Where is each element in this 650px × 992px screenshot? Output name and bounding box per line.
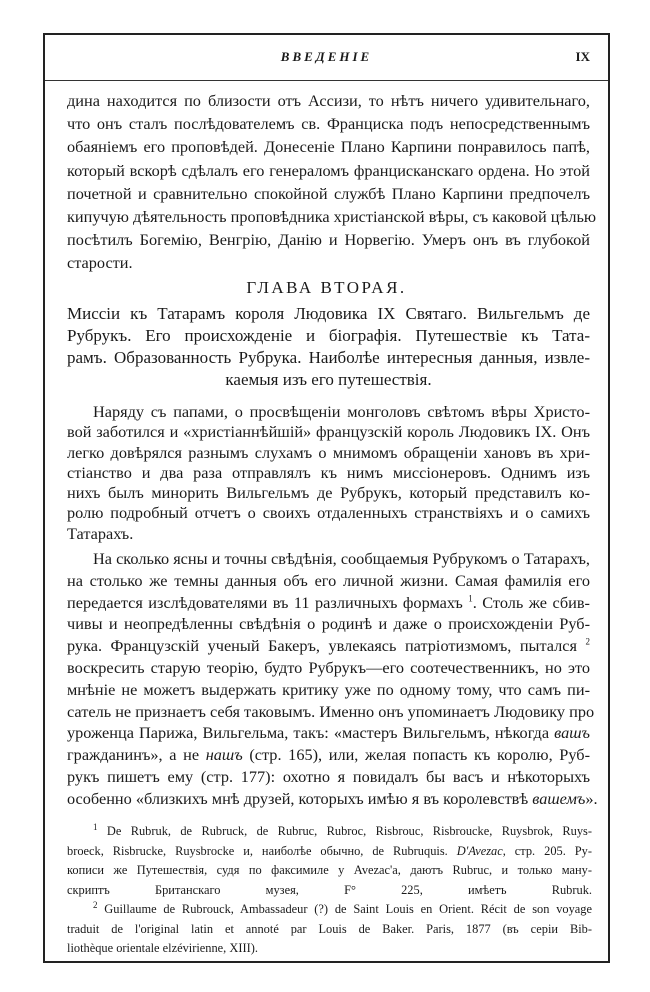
- footnote-line: [67, 842, 592, 862]
- chapter-summary: [67, 303, 590, 391]
- italic-text: вашъ: [554, 723, 590, 743]
- text-line: кипучую дѣятельность проповѣдника христіанской вѣры, съ каковой цѣлью: [67, 207, 597, 227]
- paragraph-2: [67, 548, 598, 810]
- text-line: который вскорѣ сдѣлалъ его генераломъ францисканскаго ордена. Но этой: [67, 160, 590, 180]
- footnote-line: [67, 881, 592, 901]
- summary-line: каемыя изъ его путешествія.: [225, 370, 432, 389]
- text-run: гражданинъ», а не: [67, 745, 206, 765]
- text-line: [67, 788, 598, 810]
- text-run: (стр. 165), или, желая попасть къ королю, Руб-: [242, 745, 590, 765]
- text-run: Guillaume de Rubrouck, Ambassadeur (?) de Saint Louis en Orient. Récit de son voyage: [97, 902, 592, 916]
- footnote-ref: 1: [93, 821, 98, 832]
- text-run: De Rubruk, de Rubruck, de Rubruc, Rubroc, Risbrouc, Risbroucke, Ruysbrok, Ruys-: [97, 824, 592, 838]
- text-line: стіанство и два раза отправлялъ къ нимъ миссіонеровъ. Однимъ изъ: [67, 462, 590, 482]
- footnote-line: [67, 939, 592, 959]
- footnote-ref: 1: [468, 593, 473, 604]
- text-line: легко довѣрялся разнымъ слухамъ о мнимомъ обращеніи хановъ въ хри-: [67, 442, 590, 462]
- text-line: [67, 657, 590, 679]
- paragraph-1: [67, 402, 590, 544]
- text-run: сатель не признаетъ себя таковымъ. Именно онъ упоминаетъ Людовику про: [67, 701, 595, 721]
- summary-line: рамъ. Образованность Рубрука. Наиболѣе интересныя данныя, извле-: [67, 348, 590, 367]
- text-run: уроженца Парижа, Вильгельма, такъ: «мастеръ Вильгельмъ, нѣкогда: [67, 723, 555, 743]
- footnotes: [67, 822, 592, 959]
- text-run: особенно «близкихъ мнѣ друзей, которыхъ имѣю я въ королевствѣ: [67, 788, 533, 808]
- text-line: Татарахъ.: [67, 523, 134, 543]
- text-line: дина находится по близости отъ Ассизи, то нѣтъ ничего удивительнаго,: [67, 91, 590, 110]
- text-run: рукъ пишетъ ему (стр. 177): охотно я повидалъ бы васъ и нѣкоторыхъ: [67, 766, 590, 786]
- text-line: нихъ былъ минорить Вильгельмъ де Рубрукъ, который представилъ ко-: [67, 483, 590, 503]
- text-block-continuation: [67, 89, 597, 275]
- text-line: посѣтилъ Богемію, Венгрію, Данію и Норвегію. Умеръ онъ въ глубокой: [67, 230, 590, 250]
- text-line: [67, 766, 590, 788]
- text-run: мнѣніе не можетъ выдержать критику уже по одному тому, что самъ пи-: [67, 679, 590, 699]
- text-run: воскресить старую теорію, будто Рубрукъ—его соотечественникъ, но это: [67, 657, 590, 677]
- text-line: [67, 592, 590, 614]
- text-line: [67, 679, 590, 701]
- text-run: traduit de l'original latin et annoté par Louis de Baker. Paris, 1877 (въ серіи Bib-: [67, 921, 592, 936]
- text-line: старости.: [67, 253, 133, 273]
- text-line: [67, 570, 590, 592]
- footnote-line: [67, 861, 592, 881]
- chapter-title: ГЛАВА ВТОРАЯ.: [246, 278, 407, 297]
- text-line: [67, 744, 590, 766]
- text-line: [67, 613, 590, 635]
- text-run: чивы и неопредѣленны свѣдѣнія о родинѣ и даже о происхожденіи Руб-: [67, 614, 590, 634]
- text-line: что онъ сталъ послѣдователемъ св. Франциска подъ непосредственнымъ: [67, 114, 590, 134]
- footnote-line: [67, 900, 592, 920]
- text-line: [67, 635, 590, 657]
- running-head: [45, 45, 608, 69]
- summary-line: Миссіи къ Татарамъ короля Людовика IX Святаго. Вильгельмъ де: [67, 304, 590, 323]
- summary-line: Рубрукъ. Его происхожденіе и біографія. Путешествіе къ Тата-: [67, 326, 590, 345]
- text-run: На сколько ясны и точны свѣдѣнія, сообщаемыя Рубрукомъ о Татарахъ,: [93, 549, 590, 568]
- text-run: рука. Французскій ученый Бакеръ, увлекаясь патріотизмомъ, пытался: [67, 636, 586, 656]
- text-line: [67, 722, 590, 744]
- text-run: передается изслѣдователями въ 11 различныхъ формахъ: [67, 592, 469, 612]
- text-run: кописи же Путешествія, судя по факсимиле у Avezac'a, даютъ Rubruc, и только ману-: [67, 863, 592, 877]
- italic-text: вашемъ: [532, 788, 586, 808]
- text-line: вой заботился и «христіаннѣйшій» французскій король Людовикъ IX. Онъ: [67, 422, 590, 442]
- text-run: broeck, Risbrucke, Ruysbrocke и, наиболѣе обычно, de Rubruquis.: [67, 843, 457, 858]
- text-run: на столько же темны данныя объ его личной жизни. Самая фамилія его: [67, 570, 590, 590]
- italic-text: нашъ: [205, 745, 243, 765]
- text-run: ».: [585, 788, 598, 808]
- footnote-line: [67, 920, 592, 940]
- page-number: IX: [575, 49, 590, 64]
- text-run: , стр. 205. Ру-: [502, 843, 592, 858]
- text-run: liothèque orientale elzévirienne, XIII).: [67, 941, 258, 955]
- text-line: [67, 548, 590, 570]
- footnote-ref: 2: [585, 636, 590, 647]
- italic-text: D'Avezac: [456, 843, 503, 858]
- footnote-ref: 2: [93, 899, 98, 910]
- text-run: . Столь же сбив-: [472, 592, 590, 612]
- text-line: [67, 701, 595, 723]
- header-rule: [45, 80, 608, 81]
- page-frame: [43, 33, 610, 963]
- text-line: ролю подробный отчетъ о своихъ отдаленныхъ странствіяхъ и о самихъ: [67, 503, 590, 523]
- footnote-line: [67, 822, 592, 842]
- running-head-title: ВВЕДЕНІЕ: [280, 49, 373, 64]
- text-line: обаяніемъ его проповѣдей. Донесеніе Плано Карпини понравилось папѣ,: [67, 137, 590, 157]
- text-run: скриптъ Британскаго музея, F° 225, имѣетъ Rubruk.: [67, 882, 592, 897]
- text-line: почетной и сравнительно спокойной службѣ Плано Карпини предпочелъ: [67, 183, 590, 203]
- text-line: Наряду съ папами, о просвѣщеніи монголовъ свѣтомъ вѣры Христо-: [93, 402, 590, 421]
